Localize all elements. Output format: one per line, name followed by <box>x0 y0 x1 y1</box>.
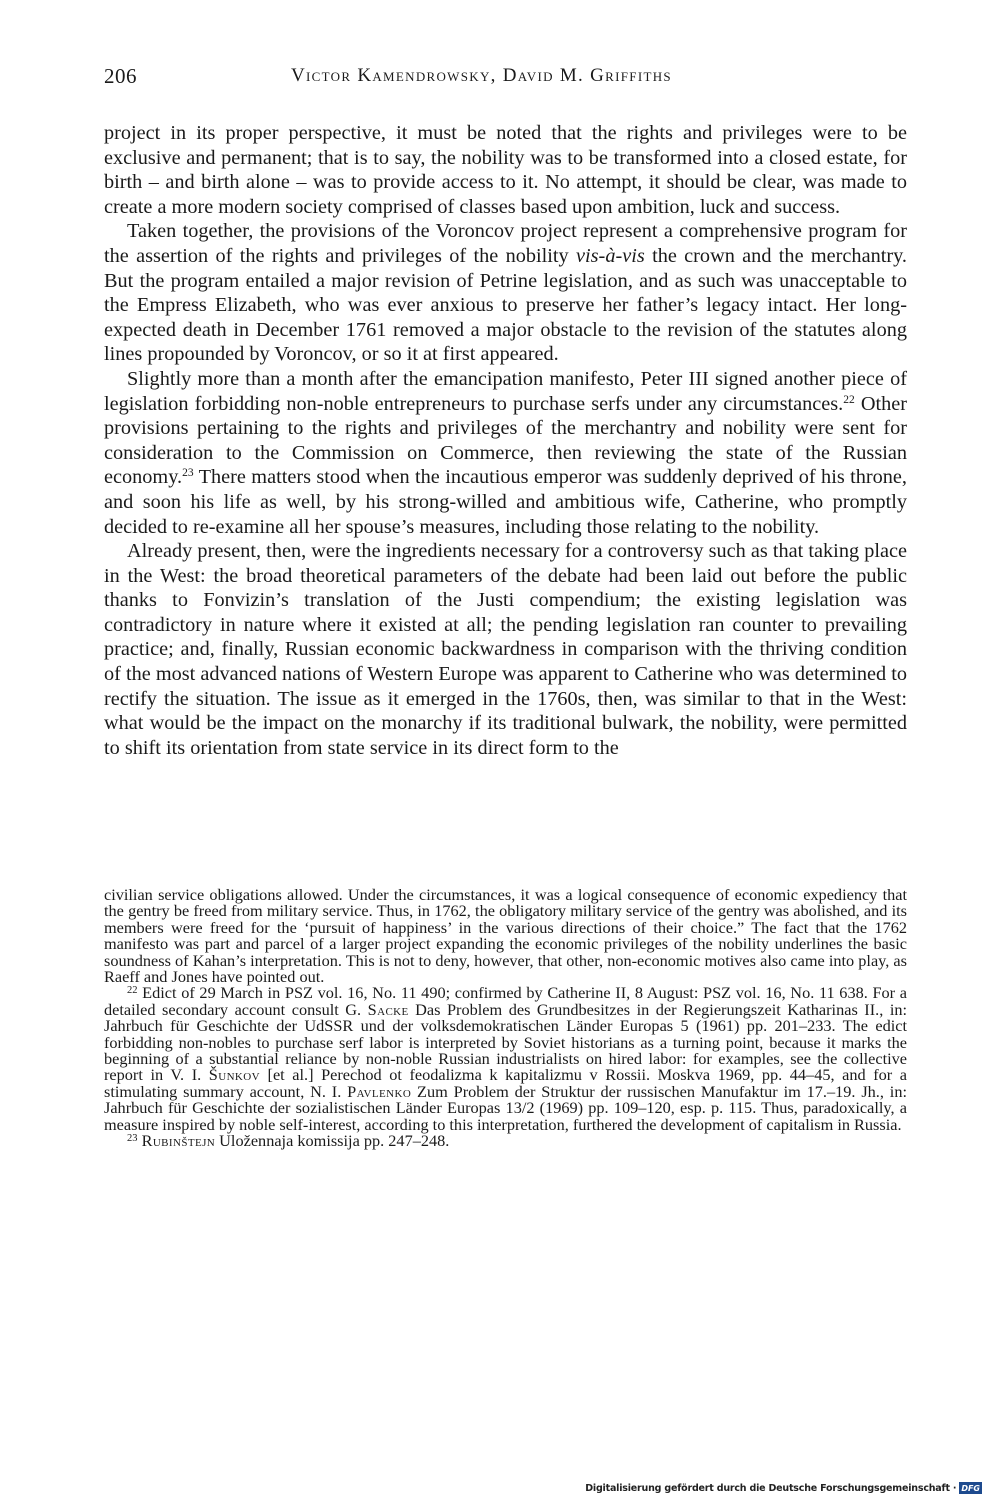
paragraph-3 <box>104 367 907 539</box>
footnote-continuation-text: civilian service obligations allowed. Under the circumstances, it was a logical consequence of economic expediency that the gentry be freed from military service. Thus, in 1762, the obligatory military service of the gentry was abolished, and its members were freed for the ‘pursuit of happiness’ in the various directions of their choice.” The fact that the 1762 manifesto was part and parcel of a larger project expanding the economic privileges of the nobility underlines the basic soundness of Kahan’s interpretation. This is not to deny, however, that other, non-economic motives also came into play, as Raeff and Jones have pointed out. <box>104 885 907 987</box>
paragraph-3-text-a: Slightly more than a month after the emancipation manifesto, Peter III signed another piece of legislation forbidding non-noble entrepreneurs to purchase serfs under any circumstances. <box>104 367 907 415</box>
paragraph-4 <box>104 539 907 760</box>
author-sunkov: Šunkov <box>208 1065 260 1085</box>
footnote-22 <box>104 985 907 1133</box>
footnote-22-text-a: Edict of 29 March in PSZ vol. 16, No. 11 490; confirmed by Catherine II, 8 August: PSZ vol. 16, No. 11 638. For a detailed secondary account consult G. <box>104 983 907 1019</box>
footnote-22-text-d: Zum Problem der Struktur der russischen Manufaktur im 17.–19. Jh., in: Jahrbuch für Geschichte der sozialistischen Länder Europas 13/2 (1969) pp. 109–120, esp. p. 115. Thus, paradoxically, a measure inspired by noble self-interest, according to this interpretation, furthered the development of capitalism in Russia. <box>104 1081 907 1134</box>
author-sacke: Sacke <box>367 999 409 1019</box>
paragraph-2 <box>104 219 907 367</box>
paragraph-3-text-b: Other provisions pertaining to the rights and privileges of the merchantry and nobility were sent for consideration to the Commission on Commerce, then reviewing the state of the Russian economy. <box>104 392 908 489</box>
dfg-logo-icon: DFG <box>961 1483 980 1493</box>
footnote-22-text-b: Das Problem des Grundbesitzes in der Regierungszeit Katharinas II., in: Jahrbuch für Geschichte der UdSSR und der volksdemokratischen Länder Europas 5 (1961) pp. 201–233. The edict forbidding non-nobles to purchase serf labor is interpreted by Soviet historians as a turning point, because it marks the beginning of a substantial reliance by non-noble Russian industrialists on hired labor: for examples, see the collective report in V. I. <box>104 999 908 1085</box>
paragraph-4-text: Already present, then, were the ingredients necessary for a controversy such as that taking place in the West: the broad theoretical parameters of the debate had been laid out before the public thanks to Fonvizin’s translation of the Justi compendium; the existing legislation was contradictory in nature where it existed at all; the pending legislation ran counter to prevailing practice; and, finally, Russian economic backwardness in comparison with the thriving condition of the most advanced nations of Western Europe was apparent to Catherine who was determined to rectify the situation. The issue as it emerged in the 1760s, then, was similar to that in the West: what would be the impact on the monarchy if its traditional bulwark, the nobility, were permitted to shift its orientation from state service in its direct form to the <box>104 540 907 759</box>
paragraph-3-text-c: There matters stood when the incautious emperor was suddenly deprived of his throne, and soon his life as well, by his strong-willed and ambitious wife, Catherine, who promptly decided to re-examine all her spouse’s measures, including those relating to the nobility. <box>104 466 907 538</box>
author-rubinstejn: Rubinštejn <box>141 1131 216 1151</box>
footnote-23 <box>104 1133 907 1149</box>
credit-text: Digitalisierung gefördert durch die Deutsche Forschungsgemeinschaft · <box>585 1482 957 1494</box>
footnote-ref-23[interactable]: 23 <box>182 467 194 480</box>
footnote-22-mark: 22 <box>127 985 138 997</box>
digitization-credit <box>585 1481 982 1495</box>
author-pavlenko: Pavlenko <box>347 1081 412 1101</box>
footnote-23-text: Uložennaja komissija pp. 247–248. <box>215 1131 450 1151</box>
paragraph-1-text: project in its proper perspective, it must be noted that the rights and privileges were to be exclusive and permanent; that is to say, the nobility was to be transformed into a closed estate, for birth – and birth alone – was to provide access to it. No attempt, it should be clear, was made to create a more modern society comprised of classes based upon ambition, luck and success. <box>104 122 907 218</box>
paragraph-2-text-b: the crown and the merchantry. But the program entailed a major revision of Petrine legislation, and as such was unacceptable to the Empress Elizabeth, who was ever anxious to preserve her father’s legacy intact. Her long-expected death in December 1761 removed a major obstacle to the revision of the statutes along lines propounded by Voroncov, or so it at first appeared. <box>104 244 907 366</box>
main-text <box>104 121 907 760</box>
footnote-ref-22[interactable]: 22 <box>843 393 855 406</box>
running-head: Victor Kamendrowsky, David M. Griffiths <box>291 65 672 86</box>
footnote-continuation <box>104 887 907 985</box>
footnotes <box>104 887 907 1150</box>
footnote-23-mark: 23 <box>127 1133 138 1145</box>
footnote-22-text-c: [et al.] Perechod ot feodalizma k kapitalizmu v Rossii. Moskva 1969, pp. 44–45, and for a stimulating summary account, N. I. <box>104 1065 907 1101</box>
page-number: 206 <box>104 64 137 88</box>
paragraph-2-text-a: Taken together, the provisions of the Voroncov project represent a comprehensive program for the assertion of the rights and privileges of the nobility <box>104 220 907 267</box>
page-header <box>104 64 904 94</box>
paragraph-1 <box>104 121 907 219</box>
emphasis-vis-a-vis: vis-à-vis <box>576 244 645 267</box>
